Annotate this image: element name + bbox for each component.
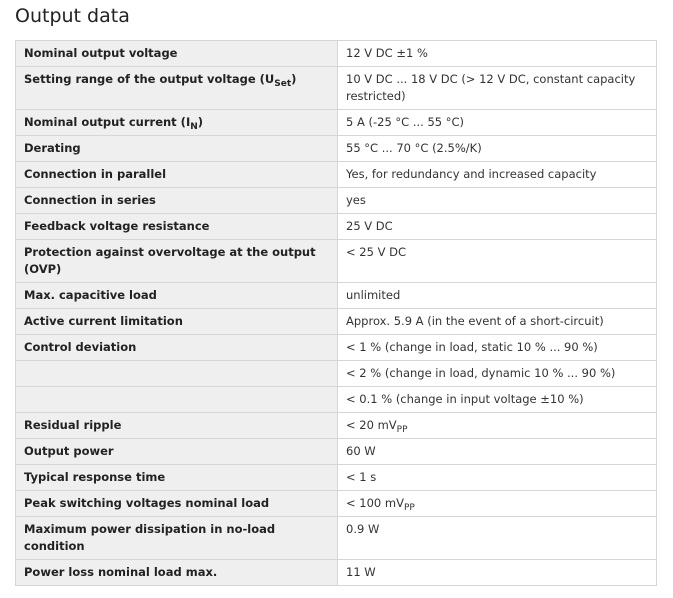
table-row [16,413,657,439]
param-cell: Power loss nominal load max. [16,560,338,586]
table-row [16,188,657,214]
value-cell: 25 V DC [338,214,657,240]
param-cell: Residual ripple [16,413,338,439]
value-cell: 12 V DC ±1 % [338,41,657,67]
table-row [16,361,657,387]
param-cell: Derating [16,136,338,162]
section-title: Output data [15,5,130,27]
value-cell: 11 W [338,560,657,586]
value-cell: < 100 $mV_{PP}$ [338,491,657,517]
param-cell: Protection against overvoltage at the output (OVP) [16,240,338,283]
param-cell: Max. capacitive load [16,283,338,309]
param-cell: Output power [16,439,338,465]
table-row [16,240,657,283]
table-row [16,517,657,560]
value-cell: < 20 $mV_{PP}$ [338,413,657,439]
value-cell: < 1 s [338,465,657,491]
value-cell: Yes, for redundancy and increased capacity [338,162,657,188]
value-cell: 5 A (-25 °C ... 55 °C) [338,110,657,136]
value-cell: < 1 % (change in load, static 10 % ... 90 %) [338,335,657,361]
param-cell: Nominal output current $(I_N)$ [16,110,338,136]
table-row [16,110,657,136]
param-cell: Typical response time [16,465,338,491]
table-row [16,283,657,309]
param-cell: Connection in series [16,188,338,214]
param-cell [16,387,338,413]
param-cell: Nominal output voltage [16,41,338,67]
param-cell: Setting range of the output voltage $(U_{Set})$ [16,67,338,110]
value-cell: < 2 % (change in load, dynamic 10 % ... 90 %) [338,361,657,387]
param-cell [16,361,338,387]
value-cell: 0.9 W [338,517,657,560]
table-row [16,162,657,188]
value-cell: yes [338,188,657,214]
value-cell: unlimited [338,283,657,309]
param-cell: Peak switching voltages nominal load [16,491,338,517]
table-row [16,387,657,413]
table-row [16,136,657,162]
value-cell: < 25 V DC [338,240,657,283]
output-data-table [15,40,657,586]
table-row [16,465,657,491]
param-cell: Control deviation [16,335,338,361]
table-row [16,41,657,67]
value-cell: Approx. 5.9 A (in the event of a short-circuit) [338,309,657,335]
table-row [16,309,657,335]
table-row [16,67,657,110]
value-cell: 10 V DC ... 18 V DC (> 12 V DC, constant capacity restricted) [338,67,657,110]
param-cell: Maximum power dissipation in no-load condition [16,517,338,560]
value-cell: < 0.1 % (change in input voltage ±10 %) [338,387,657,413]
param-cell: Feedback voltage resistance [16,214,338,240]
value-cell: 55 °C ... 70 °C (2.5%/K) [338,136,657,162]
value-cell: 60 W [338,439,657,465]
table-row [16,335,657,361]
table-row [16,214,657,240]
table-row [16,439,657,465]
table-row [16,491,657,517]
param-cell: Active current limitation [16,309,338,335]
table-row [16,560,657,586]
param-cell: Connection in parallel [16,162,338,188]
